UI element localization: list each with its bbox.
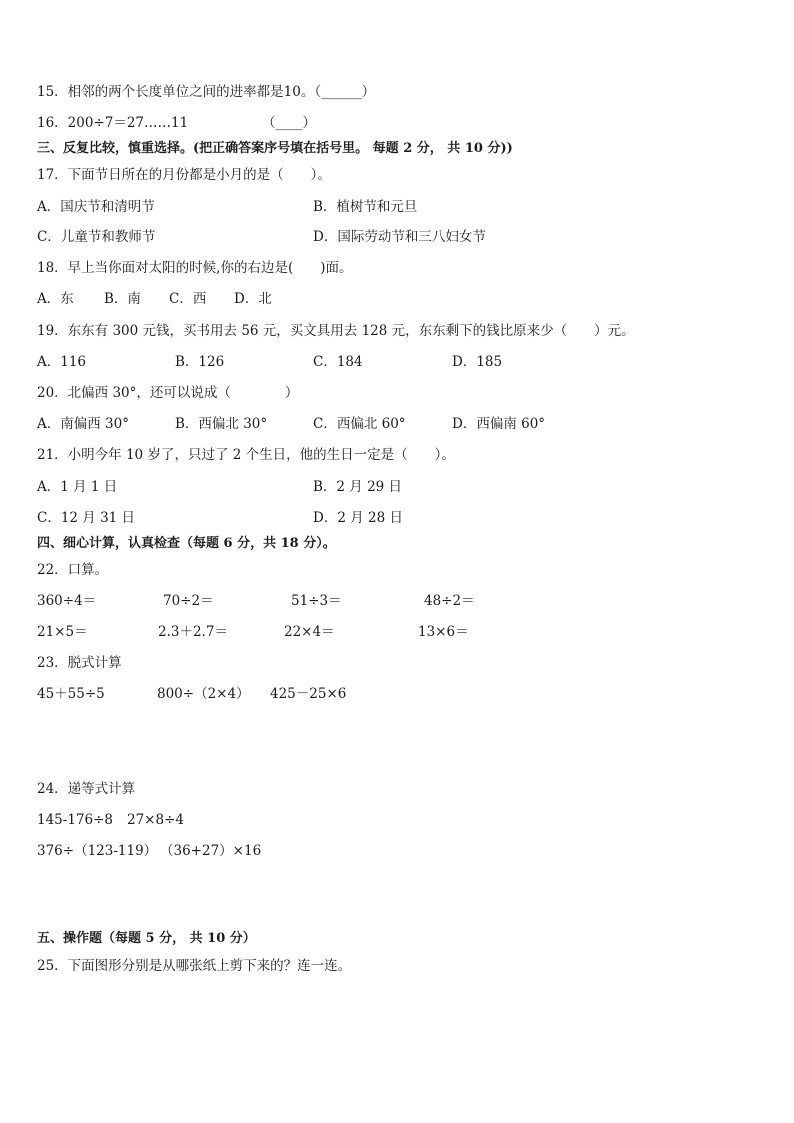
question-17-stem: 17．下面节日所在的月份都是小月的是（ ）。 <box>37 167 331 183</box>
question-20-option-b: B．西偏北 30° <box>175 416 268 432</box>
oral-calc-3: 51÷3＝ <box>291 593 342 609</box>
question-20-option-d: D．西偏南 60° <box>452 416 546 432</box>
question-20-stem: 20．北偏西 30°，还可以说成（ ） <box>37 385 299 401</box>
question-18-option-c: C．西 <box>169 291 207 307</box>
question-18-option-d: D．北 <box>234 291 272 307</box>
question-16-expression: 16．200÷7＝27……11 <box>37 115 189 131</box>
question-21-option-a: A．1 月 1 日 <box>37 479 118 495</box>
step-calc-3: 425－25×6 <box>270 686 347 702</box>
oral-calc-1: 360÷4＝ <box>37 593 97 609</box>
question-19-option-d: D．185 <box>452 354 503 370</box>
oral-calc-2: 70÷2＝ <box>163 593 214 609</box>
oral-calc-8: 13×6＝ <box>418 624 469 640</box>
step-calc-1: 45＋55÷5 <box>37 686 105 702</box>
question-21-option-d: D．2 月 28 日 <box>313 510 403 526</box>
question-17-option-a: A．国庆节和清明节 <box>37 199 155 215</box>
section-4-heading: 四、细心计算，认真检查（每题 6 分，共 18 分）。 <box>37 536 336 551</box>
step-calc-2: 800÷（2×4） <box>157 686 250 702</box>
question-21-option-b: B．2 月 29 日 <box>313 479 403 495</box>
chain-calc-4: （36+27）×16 <box>160 843 262 859</box>
question-18-option-b: B．南 <box>104 291 141 307</box>
oral-calc-6: 2.3＋2.7＝ <box>158 624 228 640</box>
chain-calc-2: 27×8÷4 <box>127 812 184 828</box>
question-19-stem: 19．东东有 300 元钱，买书用去 56 元，买文具用去 128 元，东东剩下的钱比原来少（ ）元。 <box>37 323 635 339</box>
question-18-option-a: A．东 <box>37 291 74 307</box>
section-3-heading: 三、反复比较，慎重选择。(把正确答案序号填在括号里。 每题 2 分， 共 10 分)) <box>37 141 513 156</box>
question-19-option-c: C．184 <box>313 354 363 370</box>
chain-calc-3: 376÷（123-119） <box>37 843 158 859</box>
oral-calc-4: 48÷2＝ <box>424 593 475 609</box>
question-25-stem: 25．下面图形分别是从哪张纸上剪下来的？连一连。 <box>37 958 352 974</box>
question-24-stem: 24．递等式计算 <box>37 781 136 797</box>
question-19-option-a: A．116 <box>37 354 87 370</box>
oral-calc-5: 21×5＝ <box>37 624 88 640</box>
question-21-option-c: C．12 月 31 日 <box>37 510 136 526</box>
oral-calc-7: 22×4＝ <box>284 624 335 640</box>
question-17-option-b: B．植树节和元旦 <box>313 199 418 215</box>
question-17-option-c: C．儿童节和教师节 <box>37 229 156 245</box>
section-5-heading: 五、操作题（每题 5 分， 共 10 分） <box>37 931 256 946</box>
question-20-option-c: C．西偏北 60° <box>313 416 406 432</box>
question-18-stem: 18．早上当你面对太阳的时候,你的右边是( )面。 <box>37 260 353 276</box>
question-16-blank: （____） <box>262 115 316 131</box>
question-23-stem: 23．脱式计算 <box>37 655 122 671</box>
question-22-stem: 22．口算。 <box>37 562 109 578</box>
chain-calc-1: 145-176÷8 <box>37 812 113 828</box>
question-15: 15．相邻的两个长度单位之间的进率都是10。（______） <box>37 84 376 100</box>
question-16 <box>37 114 188 132</box>
question-21-stem: 21．小明今年 10 岁了，只过了 2 个生日，他的生日一定是（ ）。 <box>37 447 455 463</box>
question-19-option-b: B．126 <box>175 354 225 370</box>
question-17-option-d: D．国际劳动节和三八妇女节 <box>313 229 486 245</box>
question-20-option-a: A．南偏西 30° <box>37 416 129 432</box>
